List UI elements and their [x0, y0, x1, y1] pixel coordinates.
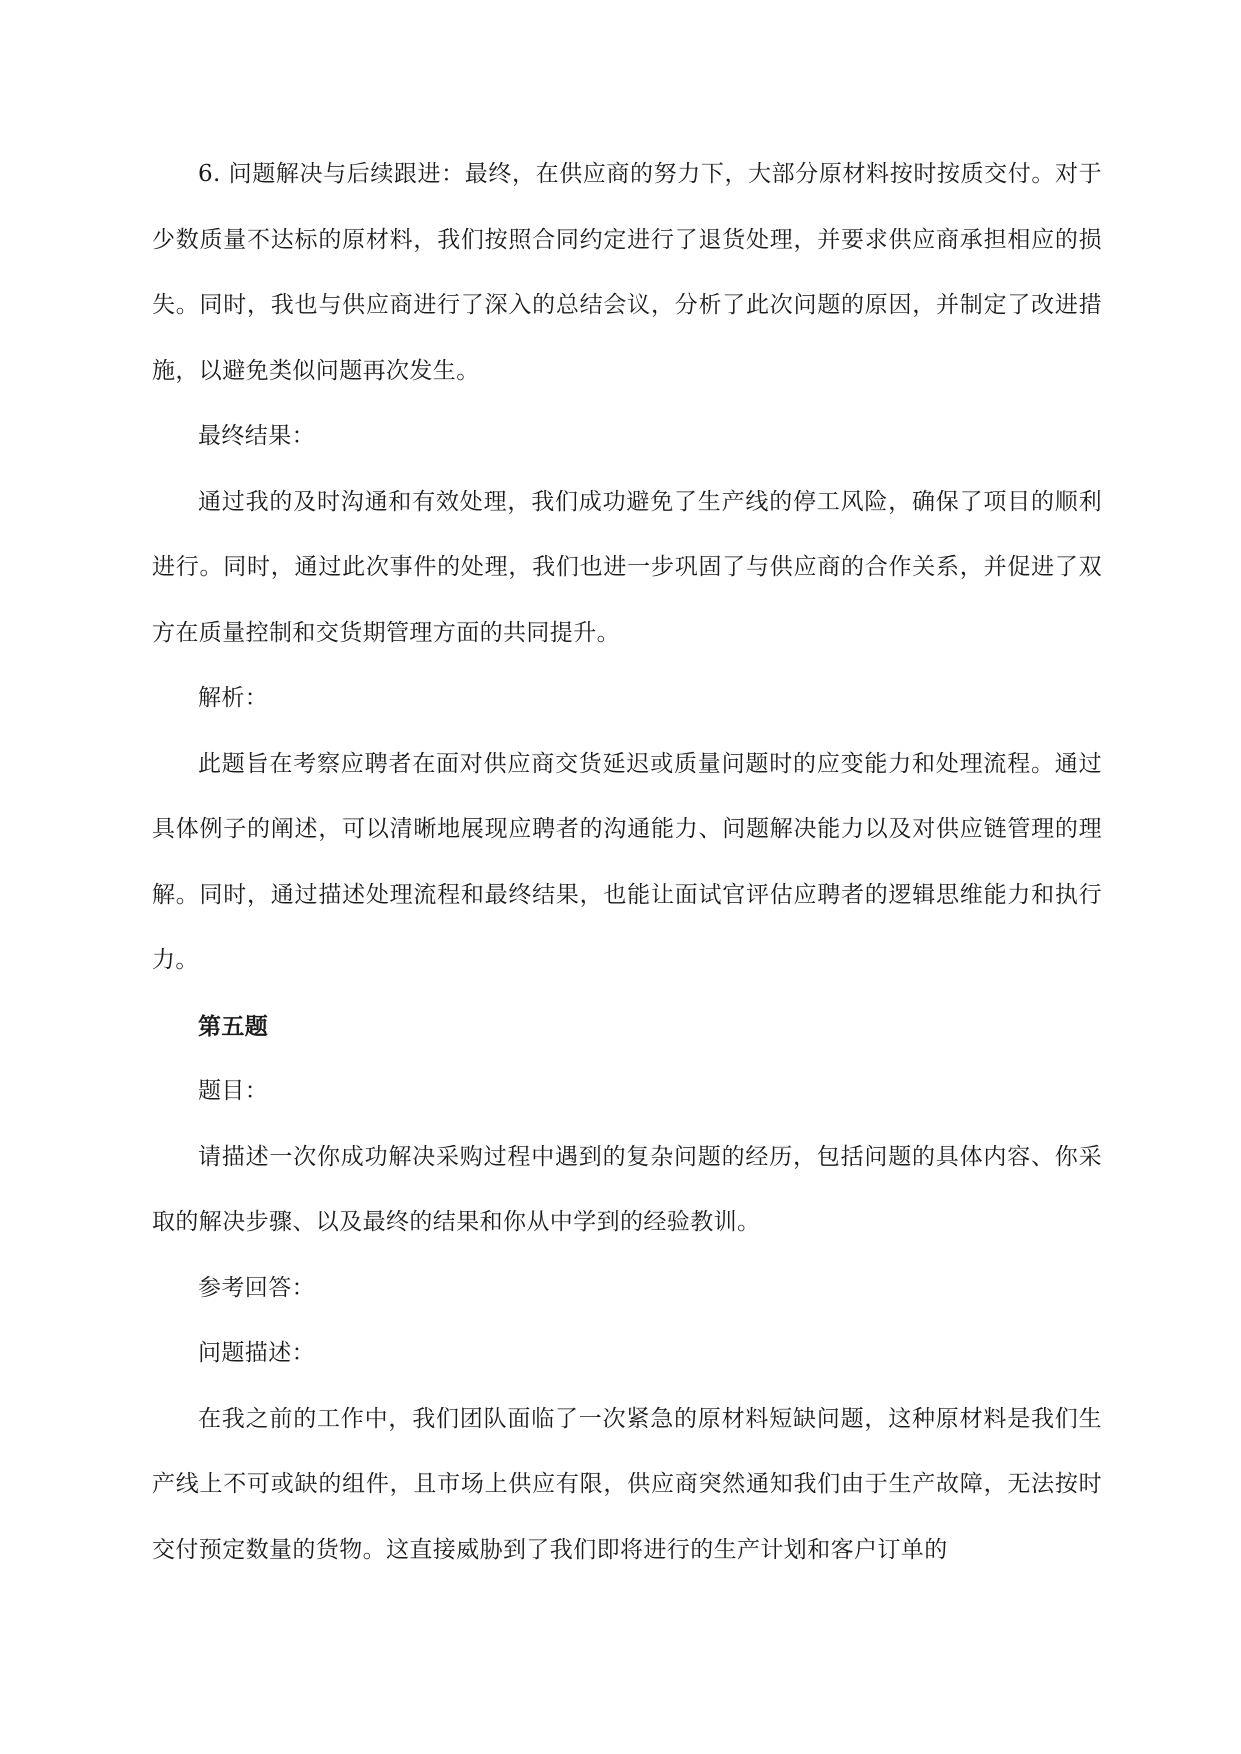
paragraph-resolution-followup: 6. 问题解决与后续跟进：最终，在供应商的努力下，大部分原材料按时按质交付。对于少数质量不达标的原材料，我们按照合同约定进行了退货处理，并要求供应商承担相应的损失。同时，我也与供应商进行了深入的总结会议，分析了此次问题的原因，并制定了改进措施，以避免类似问题再次发生。: [152, 161, 1102, 384]
paragraph-problem-description-label: 问题描述：: [198, 1340, 315, 1366]
section-heading-question-five: 第五题: [198, 1012, 269, 1040]
paragraph-analysis: 此题旨在考察应聘者在面对供应商交货延迟或质量问题时的应变能力和处理流程。通过具体例子的阐述，可以清晰地展现应聘者的沟通能力、问题解决能力以及对供应链管理的理解。同时，通过描述处理流程和最终结果，也能让面试官评估应聘者的逻辑思维能力和执行力。: [152, 750, 1102, 973]
paragraph-question-label: 题目：: [198, 1078, 269, 1104]
paragraph-question: 请描述一次你成功解决采购过程中遇到的复杂问题的经历，包括问题的具体内容、你采取的解决步骤、以及最终的结果和你从中学到的经验教训。: [152, 1143, 1102, 1235]
paragraph-analysis-label: 解析：: [198, 685, 269, 711]
paragraph-problem-description: 在我之前的工作中，我们团队面临了一次紧急的原材料短缺问题，这种原材料是我们生产线上不可或缺的组件，且市场上供应有限，供应商突然通知我们由于生产故障，无法按时交付预定数量的货物。这直接威胁到了我们即将进行的生产计划和客户订单的: [152, 1405, 1102, 1563]
paragraph-reference-answer-label: 参考回答：: [198, 1274, 315, 1301]
paragraph-final-result: 通过我的及时沟通和有效处理，我们成功避免了生产线的停工风险，确保了项目的顺利进行。同时，通过此次事件的处理，我们也进一步巩固了与供应商的合作关系，并促进了双方在质量控制和交货期管理方面的共同提升。: [152, 488, 1102, 646]
paragraph-final-result-label: 最终结果：: [198, 423, 315, 449]
document-body: [152, 142, 1102, 1583]
